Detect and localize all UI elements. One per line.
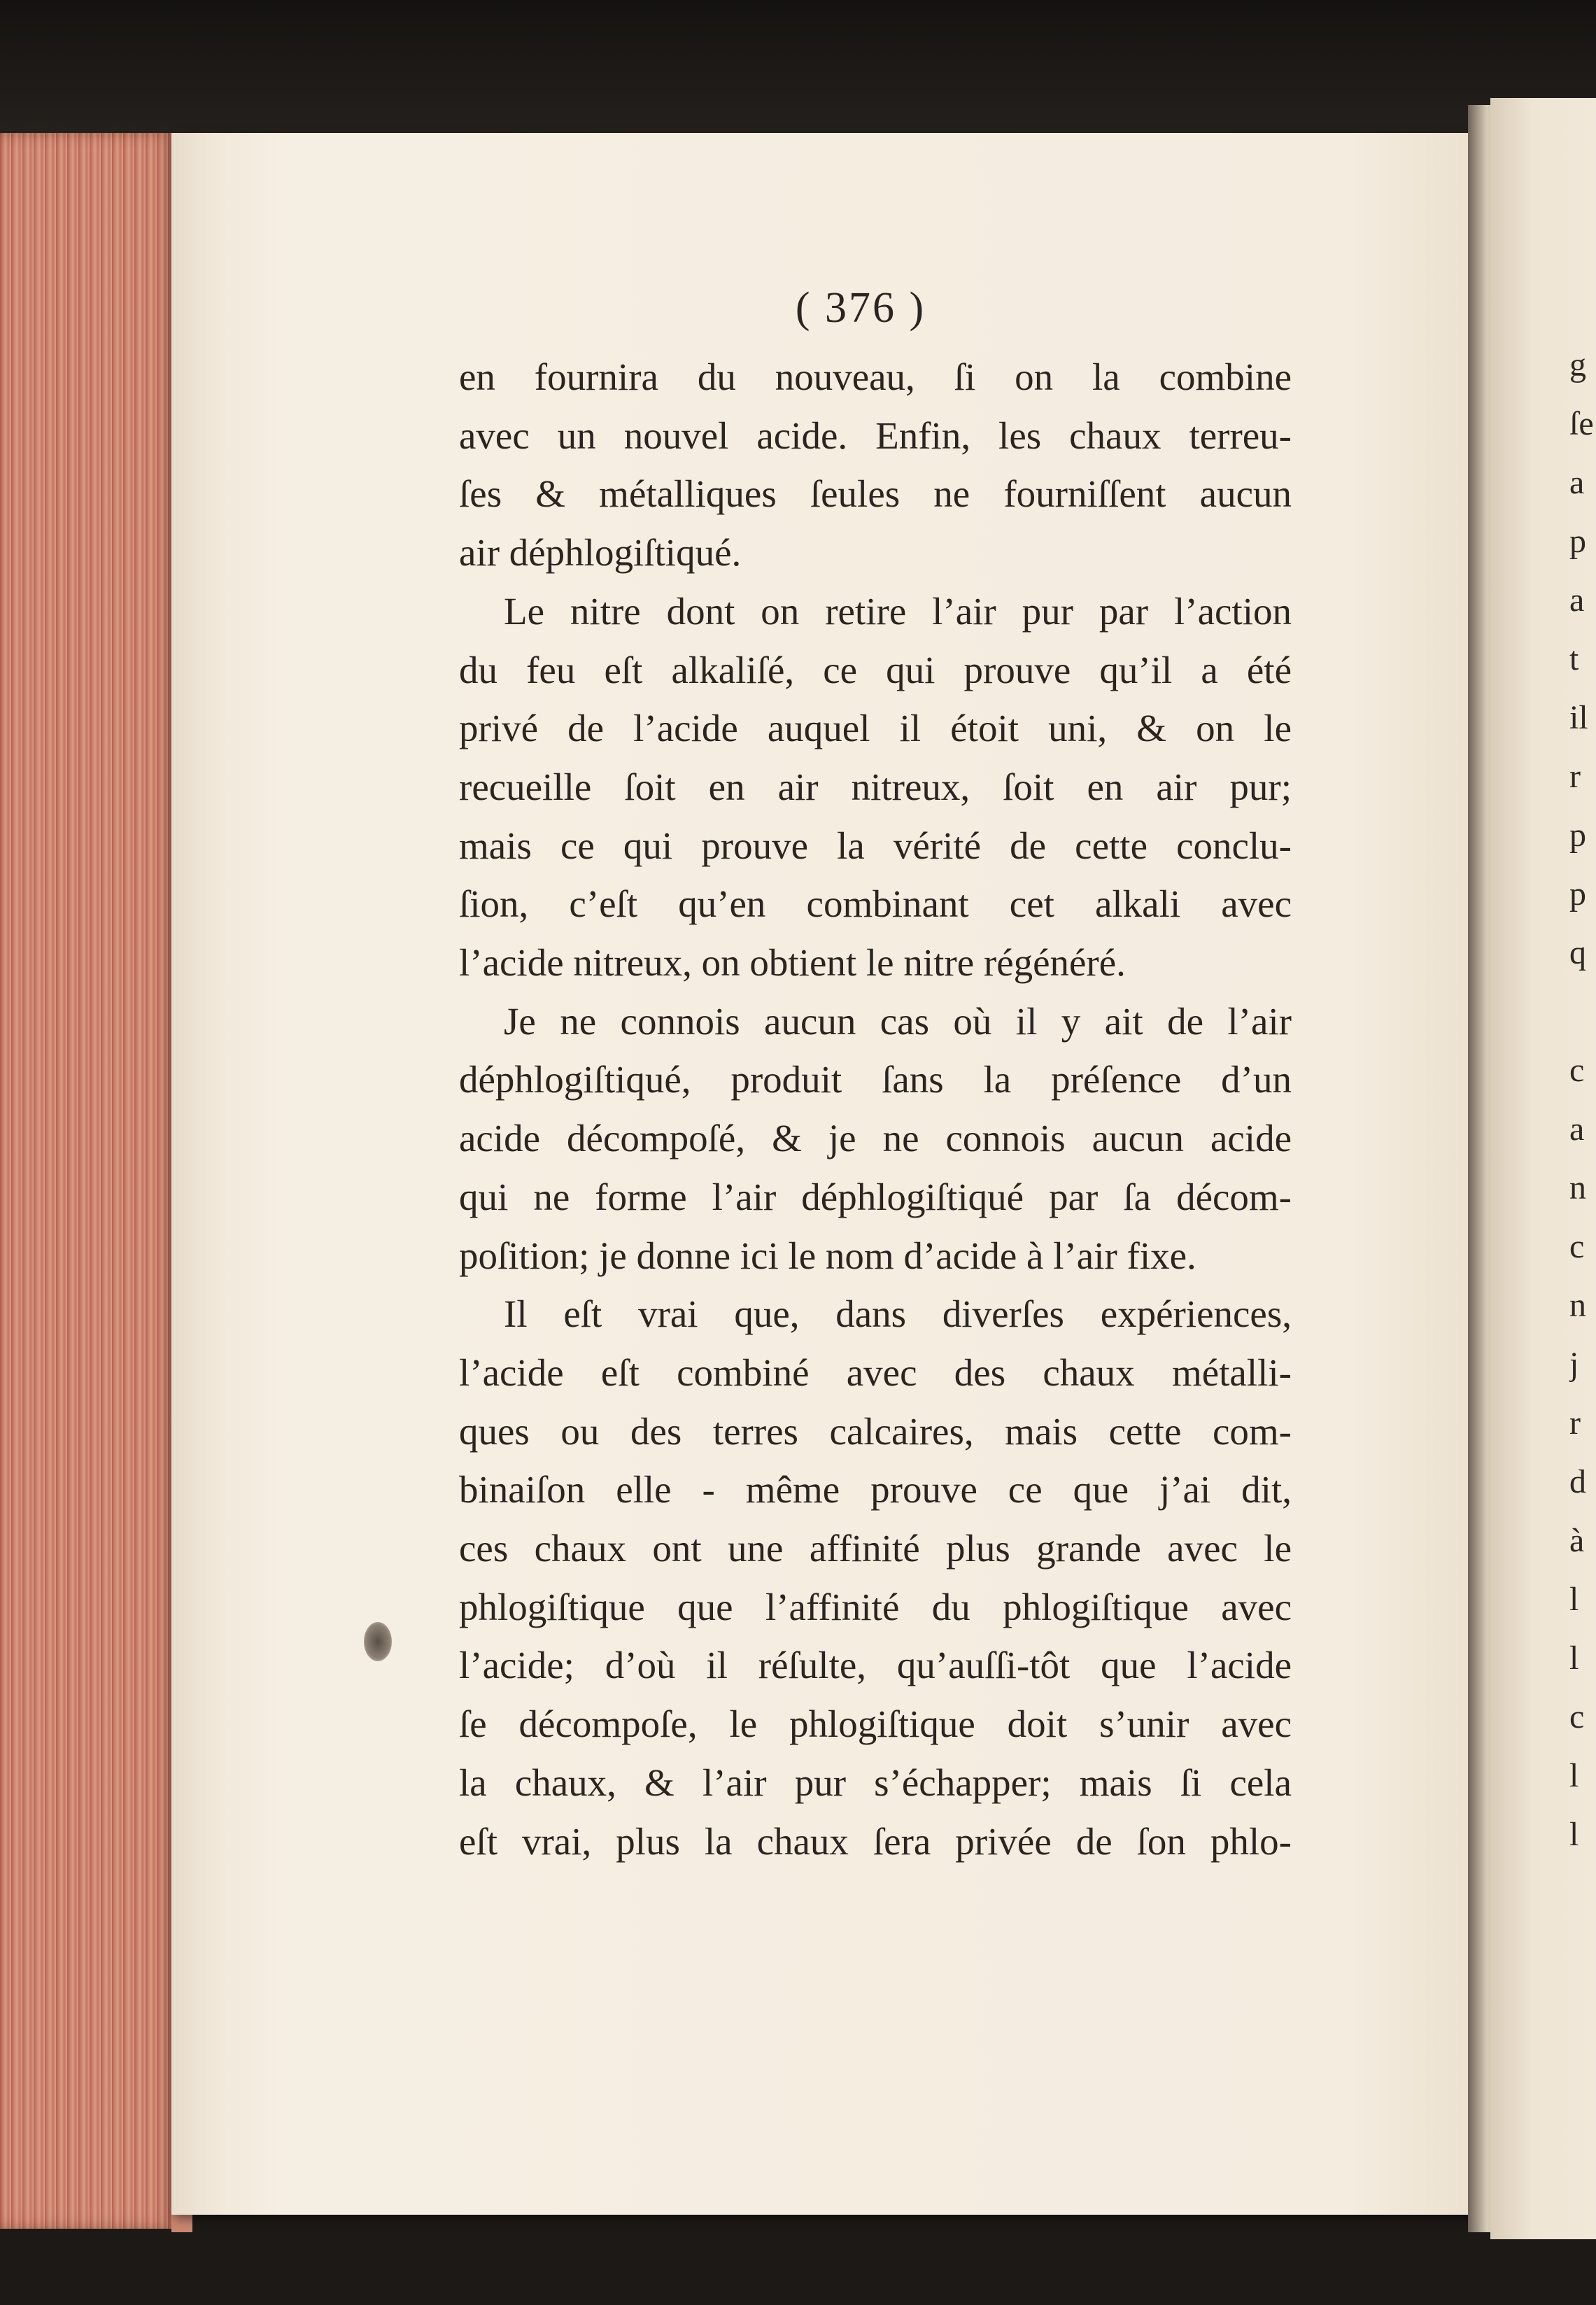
facing-page-fragment: n — [1569, 1287, 1586, 1324]
facing-page-fragment: g — [1569, 346, 1586, 383]
text-line: l’acide eſt combiné avec des chaux métalli- — [459, 1351, 1292, 1394]
text-line: acide décompoſé, & je ne connois aucun acide — [459, 1117, 1292, 1160]
facing-page-fragment: q — [1569, 934, 1586, 971]
facing-page-fragment: p — [1569, 523, 1586, 560]
page-number-header: ( 376 ) — [795, 284, 926, 332]
facing-page-fragment: p — [1569, 875, 1586, 912]
facing-page-fragment: l — [1569, 1816, 1579, 1853]
facing-page-fragment: r — [1569, 1404, 1581, 1441]
facing-page-fragment: a — [1569, 1111, 1585, 1148]
facing-page-fragment: a — [1569, 464, 1585, 501]
book-page-edges — [0, 133, 175, 2229]
facing-page-fragment: ſe — [1569, 405, 1594, 442]
facing-page-fragment — [1569, 982, 1596, 1041]
facing-page-fragment: l — [1569, 1581, 1579, 1618]
text-line: ſe décompoſe, le phlogiſtique doit s’unir avec — [459, 1703, 1292, 1746]
facing-page-fragment: c — [1569, 1052, 1585, 1089]
text-line: air déphlogiſtiqué. — [459, 531, 742, 575]
text-line: Le nitre dont on retire l’air pur par l’action — [504, 589, 1292, 633]
text-line: ſion, c’eſt qu’en combinant cet alkali avec — [459, 882, 1292, 926]
text-line: ſes & métalliques ſeules ne fourniſſent aucun — [459, 472, 1292, 516]
text-line: privé de l’acide auquel il étoit uni, & on le — [459, 707, 1292, 750]
facing-page-fragment: à — [1569, 1522, 1585, 1559]
text-line: ques ou des terres calcaires, mais cette com- — [459, 1409, 1292, 1453]
facing-page-fragment: a — [1569, 581, 1585, 619]
facing-page-fragment: j — [1569, 1346, 1579, 1383]
facing-page-fragment: il — [1569, 699, 1588, 736]
text-line: Je ne connois aucun cas où il y ait de l’air — [504, 999, 1292, 1043]
text-line: du feu eſt alkaliſé, ce qui prouve qu’il a été — [459, 648, 1292, 691]
text-line: mais ce qui prouve la vérité de cette conclu- — [459, 824, 1292, 867]
facing-page-fragment: n — [1569, 1169, 1586, 1206]
paper-stain — [364, 1622, 392, 1661]
text-line: la chaux, & l’air pur s’échapper; mais ſi cela — [459, 1761, 1292, 1804]
text-line: l’acide nitreux, on obtient le nitre régénéré. — [459, 941, 1126, 985]
text-line: recueille ſoit en air nitreux, ſoit en air pur; — [459, 765, 1292, 808]
facing-page-fragment: p — [1569, 817, 1586, 854]
text-line: déphlogiſtiqué, produit ſans la préſence d’un — [459, 1058, 1292, 1101]
text-line: qui ne forme l’air déphlogiſtiqué par ſa décom- — [459, 1175, 1292, 1218]
text-line: Il eſt vrai que, dans diverſes expériences, — [504, 1292, 1292, 1336]
text-line: ces chaux ont une affinité plus grande avec le — [459, 1527, 1292, 1570]
text-line: en fournira du nouveau, ſi on la combine — [459, 355, 1292, 398]
text-line: binaiſon elle - même prouve ce que j’ai dit, — [459, 1468, 1292, 1511]
page-body-text — [459, 348, 1292, 1870]
text-line: poſition; je donne ici le nom d’acide à l’air fixe. — [459, 1234, 1196, 1277]
facing-page-fragment: l — [1569, 1640, 1579, 1677]
facing-page-fragment: t — [1569, 640, 1579, 677]
facing-page-fragment: d — [1569, 1463, 1586, 1500]
background-top — [0, 0, 1596, 140]
text-line: l’acide; d’où il réſulte, qu’auſſi-tôt que l’acide — [459, 1644, 1292, 1687]
facing-page-fragment: c — [1569, 1228, 1585, 1265]
facing-page-fragment: l — [1569, 1757, 1579, 1794]
text-line: eſt vrai, plus la chaux ſera privée de ſon phlo- — [459, 1819, 1292, 1863]
facing-page-fragments — [1569, 336, 1596, 1864]
text-line: phlogiſtique que l’affinité du phlogiſtique avec — [459, 1585, 1292, 1628]
facing-page-fragment: r — [1569, 758, 1581, 795]
facing-page-fragment: c — [1569, 1698, 1585, 1735]
text-line: avec un nouvel acide. Enfin, les chaux terreu- — [459, 414, 1292, 457]
